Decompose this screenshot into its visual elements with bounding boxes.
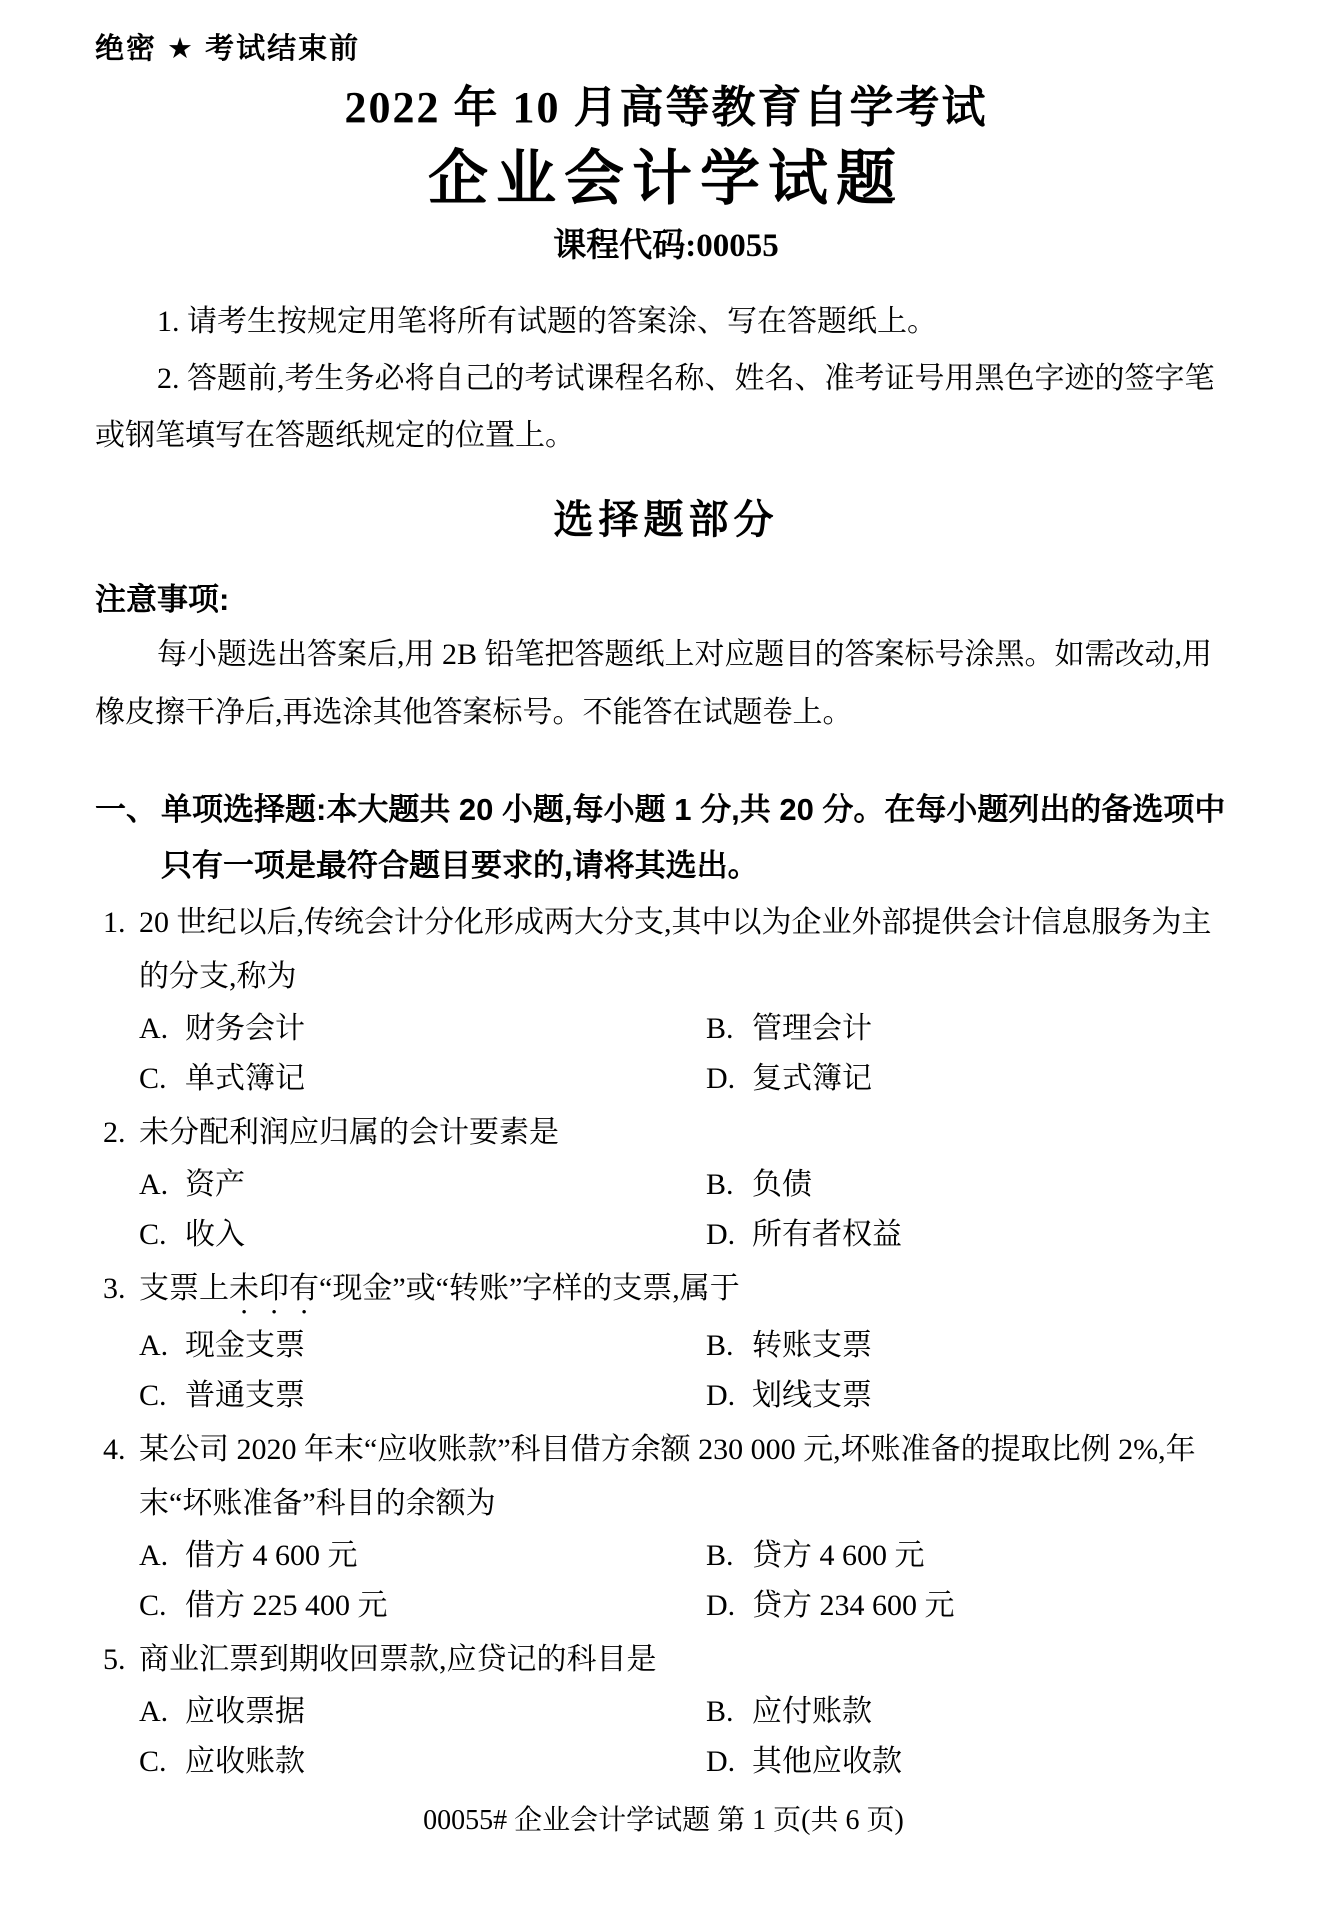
option-d-label: D.	[706, 1218, 736, 1251]
option-b-text: 负债	[752, 1168, 812, 1201]
option-a-label: A.	[139, 1168, 169, 1201]
option-d-label: D.	[706, 1062, 736, 1095]
question-4-stem: 某公司 2020 年末“应收账款”科目借方余额 230 000 元,坏账准备的提取比例 2%,年末“坏账准备”科目的余额为	[139, 1433, 1196, 1520]
option-a-text: 应收票据	[185, 1695, 305, 1728]
question-3-stem-row	[95, 1262, 1237, 1321]
question-5-options	[95, 1687, 1237, 1787]
question-1	[95, 896, 1237, 1104]
question-5-option-a	[139, 1687, 706, 1737]
question-2-options	[95, 1160, 1237, 1260]
option-c-text: 单式簿记	[185, 1062, 305, 1095]
option-c-label: C.	[139, 1379, 167, 1412]
question-3-options	[95, 1321, 1237, 1421]
option-c-text: 应收账款	[185, 1745, 305, 1778]
question-2-option-a	[139, 1160, 706, 1210]
exam-title-line1: 2022 年 10 月高等教育自学考试	[344, 83, 988, 132]
question-4-options	[95, 1531, 1237, 1631]
option-c-text: 借方 225 400 元	[185, 1589, 388, 1622]
question-2-stem-row	[95, 1106, 1237, 1160]
option-d-label: D.	[706, 1379, 736, 1412]
option-d-label: D.	[706, 1589, 736, 1622]
question-1-stem-row	[95, 896, 1237, 1004]
option-a-label: A.	[139, 1539, 169, 1572]
option-a-label: A.	[139, 1012, 169, 1045]
option-d-text: 复式簿记	[752, 1062, 872, 1095]
question-3-option-c	[139, 1371, 706, 1421]
question-3-number: 3.	[103, 1272, 126, 1305]
option-c-label: C.	[139, 1589, 167, 1622]
option-b-text: 应付账款	[752, 1695, 872, 1728]
notes-body: 每小题选出答案后,用 2B 铅笔把答题纸上对应题目的答案标号涂黑。如需改动,用橡皮擦干净后,再选涂其他答案标号。不能答在试题卷上。	[95, 638, 1213, 729]
option-a-text: 借方 4 600 元	[185, 1539, 358, 1572]
question-2	[95, 1106, 1237, 1260]
course-code: 课程代码:00055	[553, 228, 779, 264]
option-b-label: B.	[706, 1012, 734, 1045]
section-title: 选择题部分	[553, 498, 779, 542]
question-4-option-b	[706, 1531, 1237, 1581]
stem-emphasized-text: 未印有	[229, 1272, 319, 1305]
classification-header: 绝密 ★ 考试结束前	[95, 33, 361, 65]
question-2-number: 2.	[103, 1116, 126, 1149]
option-d-text: 划线支票	[752, 1379, 872, 1412]
question-4-option-a	[139, 1531, 706, 1581]
question-5-option-c	[139, 1737, 706, 1787]
option-b-label: B.	[706, 1168, 734, 1201]
question-1-option-b	[706, 1004, 1237, 1054]
option-b-label: B.	[706, 1695, 734, 1728]
question-1-option-a	[139, 1004, 706, 1054]
option-d-text: 贷方 234 600 元	[752, 1589, 955, 1622]
question-3-option-b	[706, 1321, 1237, 1371]
page-footer: 00055# 企业会计学试题 第 1 页(共 6 页)	[423, 1805, 904, 1836]
question-1-options	[95, 1004, 1237, 1104]
question-5	[95, 1633, 1237, 1787]
part-one-heading	[95, 782, 1237, 894]
option-c-text: 收入	[185, 1218, 245, 1251]
option-a-label: A.	[139, 1695, 169, 1728]
part-number: 一、	[95, 792, 157, 827]
question-4	[95, 1423, 1237, 1631]
instruction-2: 2. 答题前,考生务必将自己的考试课程名称、姓名、准考证号用黑色字迹的签字笔或钢笔填写在答题纸规定的位置上。	[95, 362, 1215, 452]
question-4-stem-row	[95, 1423, 1237, 1531]
option-c-label: C.	[139, 1218, 167, 1251]
question-5-number: 5.	[103, 1643, 126, 1676]
option-b-text: 管理会计	[752, 1012, 872, 1045]
option-a-label: A.	[139, 1329, 169, 1362]
question-5-option-d	[706, 1737, 1237, 1787]
notes-label: 注意事项:	[95, 582, 230, 617]
question-1-stem: 20 世纪以后,传统会计分化形成两大分支,其中以为企业外部提供会计信息服务为主的分支,称为	[139, 906, 1212, 993]
option-b-label: B.	[706, 1539, 734, 1572]
question-1-option-d	[706, 1054, 1237, 1104]
option-c-label: C.	[139, 1745, 167, 1778]
question-3	[95, 1262, 1237, 1421]
option-c-text: 普通支票	[185, 1379, 305, 1412]
option-a-text: 现金支票	[185, 1329, 305, 1362]
question-4-number: 4.	[103, 1433, 126, 1466]
question-5-option-b	[706, 1687, 1237, 1737]
question-3-option-d	[706, 1371, 1237, 1421]
exam-title-line2: 企业会计学试题	[428, 146, 904, 212]
question-5-stem-row	[95, 1633, 1237, 1687]
question-2-option-c	[139, 1210, 706, 1260]
option-b-text: 贷方 4 600 元	[752, 1539, 925, 1572]
question-4-option-d	[706, 1581, 1237, 1631]
stem-text-pre: 支票上	[139, 1272, 229, 1305]
question-1-option-c	[139, 1054, 706, 1104]
option-b-text: 转账支票	[752, 1329, 872, 1362]
option-a-text: 资产	[185, 1168, 245, 1201]
question-1-number: 1.	[103, 906, 126, 939]
question-3-stem	[139, 1262, 1231, 1321]
part-description: 单项选择题:本大题共 20 小题,每小题 1 分,共 20 分。在每小题列出的备选项中只有一项是最符合题目要求的,请将其选出。	[161, 792, 1226, 883]
question-2-stem: 未分配利润应归属的会计要素是	[139, 1116, 559, 1149]
question-3-option-a	[139, 1321, 706, 1371]
question-2-option-d	[706, 1210, 1237, 1260]
question-4-option-c	[139, 1581, 706, 1631]
question-5-stem: 商业汇票到期收回票款,应贷记的科目是	[139, 1643, 657, 1676]
stem-text-post: “现金”或“转账”字样的支票,属于	[319, 1272, 740, 1305]
option-c-label: C.	[139, 1062, 167, 1095]
option-b-label: B.	[706, 1329, 734, 1362]
option-d-text: 其他应收款	[752, 1745, 902, 1778]
question-2-option-b	[706, 1160, 1237, 1210]
instruction-1: 1. 请考生按规定用笔将所有试题的答案涂、写在答题纸上。	[157, 305, 937, 338]
option-a-text: 财务会计	[185, 1012, 305, 1045]
option-d-text: 所有者权益	[752, 1218, 902, 1251]
option-d-label: D.	[706, 1745, 736, 1778]
